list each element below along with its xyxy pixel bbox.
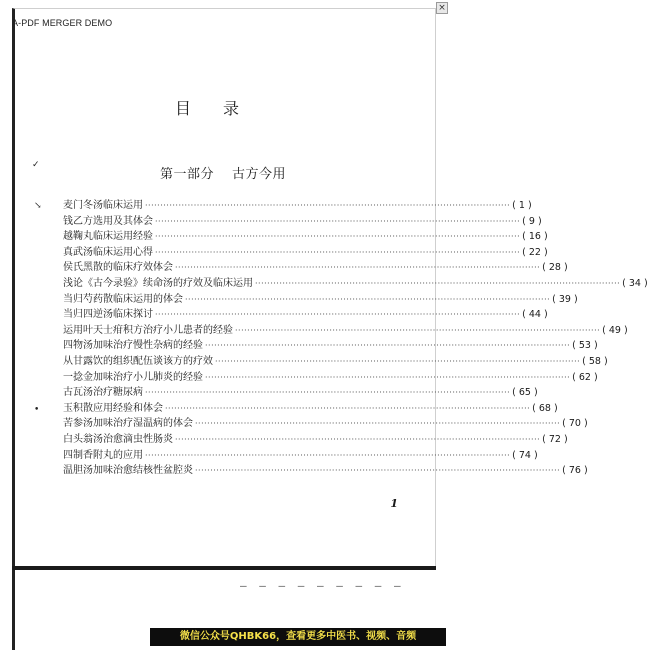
scan-mark: • xyxy=(34,405,40,415)
toc-entry xyxy=(63,227,548,243)
toc-entry-page: ( 65 ) xyxy=(512,387,538,399)
toc-entry xyxy=(63,196,532,212)
toc-entry-page: ( 34 ) xyxy=(622,277,648,289)
section-heading xyxy=(160,163,286,182)
toc-entry xyxy=(63,305,548,321)
toc-entry-title: 从甘露饮的组织配伍谈该方的疗效 xyxy=(63,355,213,367)
toc-entry-page: ( 68 ) xyxy=(532,402,558,414)
toc-title: 目录 xyxy=(175,99,272,118)
toc-entry-page: ( 28 ) xyxy=(542,262,568,274)
toc-entry-title: 真武汤临床运用心得 xyxy=(63,246,153,258)
toc-entry xyxy=(63,258,568,274)
toc-entry-title: 白头翁汤治愈滴虫性肠炎 xyxy=(63,433,173,445)
toc-leader-dots: ························································································································ xyxy=(155,247,521,257)
toc-entry xyxy=(63,399,558,415)
toc-leader-dots: ························································································································ xyxy=(205,372,571,382)
toc-entry-title: 越鞠丸临床运用经验 xyxy=(63,231,153,243)
toc-entry-title: 钱乙方选用及其体会 xyxy=(63,215,153,227)
toc-entry-title: 苦参汤加味治疗湿温病的体会 xyxy=(63,418,193,430)
section-name: 古方今用 xyxy=(232,167,287,182)
toc-entry-page: ( 76 ) xyxy=(562,465,588,477)
toc-entry xyxy=(63,352,608,368)
toc-leader-dots: ························································································································ xyxy=(255,278,621,288)
toc-entry-page: ( 1 ) xyxy=(512,200,532,211)
toc-entry-page: ( 9 ) xyxy=(522,215,542,227)
toc-entry-title: 玉积散应用经验和体会 xyxy=(63,402,163,414)
toc-entry xyxy=(63,243,548,259)
toc-entry-title: 运用叶天士疳积方治疗小儿患者的经验 xyxy=(63,324,233,336)
toc-entry xyxy=(63,430,568,446)
toc-entry xyxy=(63,274,648,290)
toc-entry-title: 侯氏黑散的临床疗效体会 xyxy=(63,262,173,274)
toc-entry-title: 当归四逆汤临床探讨 xyxy=(63,309,153,321)
toc-leader-dots: ························································································································ xyxy=(185,294,551,304)
toc-leader-dots: ························································································································ xyxy=(155,216,521,226)
footer-banner: 微信公众号QHBK66，查看更多中医书、视频、音频 xyxy=(150,628,446,646)
close-icon[interactable]: × xyxy=(436,2,448,14)
toc-entry-page: ( 53 ) xyxy=(572,340,598,352)
toc-entry-page: ( 44 ) xyxy=(522,309,548,321)
toc-list xyxy=(63,196,648,477)
toc-entry-page: ( 74 ) xyxy=(512,449,538,461)
toc-leader-dots: ························································································································ xyxy=(195,466,561,476)
toc-entry-title: 麦门冬汤临床运用 xyxy=(63,200,143,211)
toc-entry-title: 古瓦汤治疗糖尿病 xyxy=(63,387,143,399)
toc-entry-page: ( 16 ) xyxy=(522,231,548,243)
toc-entry-page: ( 62 ) xyxy=(572,371,598,383)
toc-entry-page: ( 58 ) xyxy=(582,355,608,367)
toc-entry xyxy=(63,212,542,228)
toc-leader-dots: ························································································································ xyxy=(145,450,511,460)
toc-entry-title: 四物汤加味治疗慢性杂病的经验 xyxy=(63,340,203,352)
scan-mark: ✓ xyxy=(32,160,40,170)
toc-leader-dots: ························································································································ xyxy=(215,356,581,366)
toc-leader-dots: ························································································································ xyxy=(175,263,541,273)
toc-entry-page: ( 70 ) xyxy=(562,418,588,430)
toc-entry xyxy=(63,368,598,384)
toc-leader-dots: ························································································································ xyxy=(165,403,531,413)
watermark-text: A-PDF MERGER DEMO xyxy=(12,18,113,28)
toc-entry-title: 浅论《古今录验》续命汤的疗效及临床运用 xyxy=(63,277,253,289)
toc-entry xyxy=(63,321,628,337)
toc-entry xyxy=(63,383,538,399)
toc-entry-title: 一捻金加味治疗小儿肺炎的经验 xyxy=(63,371,203,383)
toc-entry-page: ( 39 ) xyxy=(552,293,578,305)
dash-rule: — — — — — — — — — xyxy=(240,579,404,592)
toc-entry-title: 四制香附丸的应用 xyxy=(63,449,143,461)
toc-leader-dots: ························································································································ xyxy=(155,310,521,320)
section-part: 第一部分 xyxy=(160,167,215,182)
toc-entry xyxy=(63,446,538,462)
page-number: 1 xyxy=(390,497,398,510)
toc-leader-dots: ························································································································ xyxy=(145,388,511,398)
toc-entry-page: ( 49 ) xyxy=(602,324,628,336)
toc-entry-page: ( 22 ) xyxy=(522,246,548,258)
toc-entry xyxy=(63,336,598,352)
scan-mark: ↘ xyxy=(34,201,42,211)
toc-leader-dots: ························································································································ xyxy=(195,419,561,429)
toc-entry xyxy=(63,290,578,306)
toc-entry-page: ( 72 ) xyxy=(542,433,568,445)
toc-leader-dots: ························································································································ xyxy=(145,201,511,210)
toc-entry-title: 当归芍药散临床运用的体会 xyxy=(63,293,183,305)
toc-leader-dots: ························································································································ xyxy=(175,434,541,444)
toc-leader-dots: ························································································································ xyxy=(155,232,521,242)
toc-entry xyxy=(63,414,588,430)
toc-entry xyxy=(63,461,588,477)
toc-leader-dots: ························································································································ xyxy=(235,325,601,335)
toc-leader-dots: ························································································································ xyxy=(205,341,571,351)
toc-entry-title: 温胆汤加味治愈结核性盆腔炎 xyxy=(63,465,193,477)
